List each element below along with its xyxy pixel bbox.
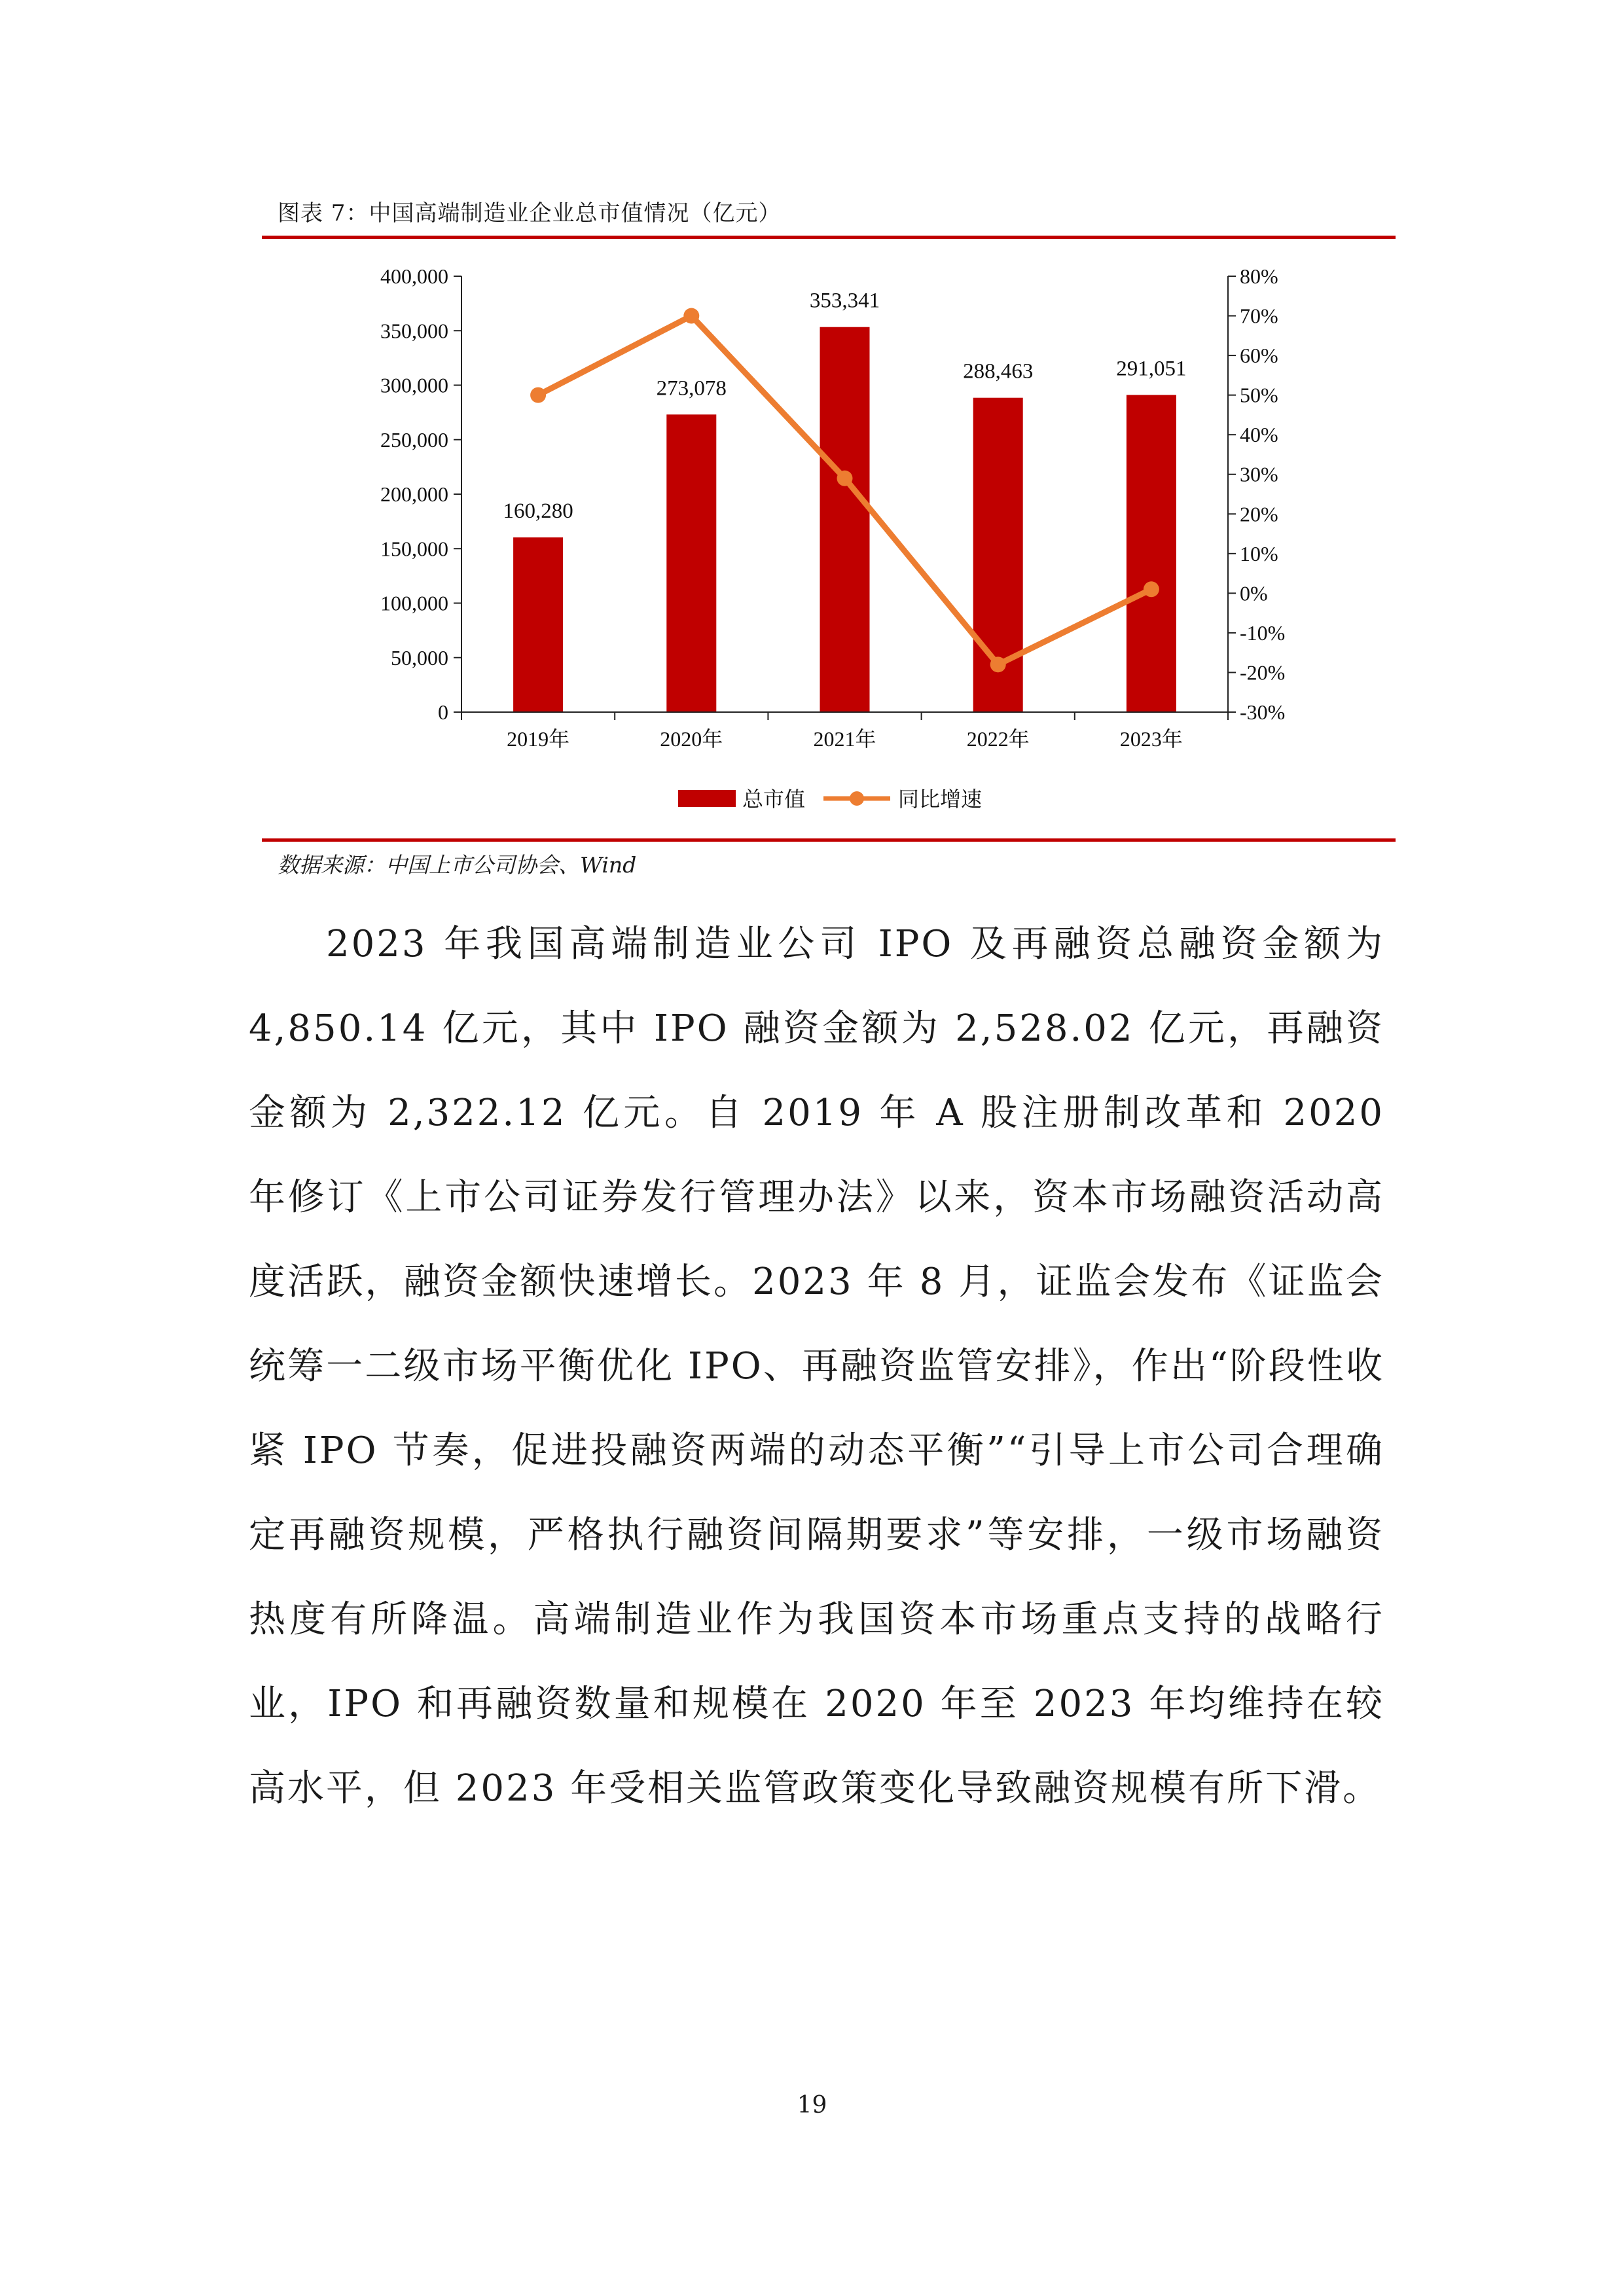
bar-data-label: 160,280 (503, 499, 573, 524)
bar-data-label: 288,463 (963, 359, 1034, 384)
growth-point (1144, 581, 1159, 597)
growth-point (530, 387, 546, 403)
y-left-tick-label: 50,000 (391, 645, 448, 670)
x-tick-label: 2021年 (813, 727, 876, 751)
y-right-tick-label: 0% (1240, 581, 1268, 605)
x-tick-label: 2019年 (507, 727, 570, 751)
x-tick-label: 2023年 (1119, 727, 1183, 751)
body-text (249, 902, 1384, 1831)
page-number: 19 (797, 2092, 827, 2119)
y-left-tick-label: 400,000 (380, 264, 448, 288)
data-source: 数据来源：中国上市公司协会、Wind (278, 852, 637, 878)
caption-rule (262, 236, 1396, 239)
figure-caption: 图表 7：中国高端制造业企业总市值情况（亿元） (278, 200, 782, 226)
x-tick-label: 2022年 (966, 727, 1030, 751)
bar (1127, 395, 1176, 712)
bar-data-label: 291,051 (1116, 357, 1187, 381)
y-left-tick-label: 350,000 (380, 319, 448, 343)
legend-bar-swatch (678, 790, 736, 807)
y-left-axis (380, 264, 461, 724)
y-left-tick-label: 0 (438, 700, 448, 724)
y-left-tick-label: 300,000 (380, 373, 448, 397)
source-rule (262, 838, 1396, 842)
y-right-tick-label: 40% (1240, 423, 1278, 447)
y-right-tick-label: 20% (1240, 502, 1278, 526)
growth-point (683, 308, 699, 324)
y-right-tick-label: -10% (1240, 620, 1286, 645)
bar-series (503, 289, 1186, 712)
y-right-tick-label: 80% (1240, 264, 1278, 288)
legend-line-marker (850, 791, 864, 806)
y-right-axis (1228, 264, 1285, 724)
y-left-tick-label: 150,000 (380, 537, 448, 561)
y-right-tick-label: -30% (1240, 700, 1286, 724)
y-right-tick-label: 10% (1240, 541, 1278, 565)
y-right-tick-label: 30% (1240, 462, 1278, 486)
legend-line-label: 同比增速 (898, 787, 983, 811)
x-tick-label: 2020年 (660, 727, 723, 751)
body-paragraph: 2023 年我国高端制造业公司 IPO 及再融资总融资金额为 4,850.14 亿元，其中 IPO 融资金额为 2,528.02 亿元，再融资金额为 2,322.12 亿元。自 2019 年 A 股注册制改革和 2020 年修订《上市公司证券发行管理办法》以来，资本市场融资活动高度活跃，融资金额快速增长。2023 年 8 月，证监会发布《证监会统筹一二级市场平衡优化 IPO、再融资监管安排》，作出“阶段性收紧 IPO 节奏，促进投融资两端的动态平衡”“引导上市公司合理确定再融资规模，严格执行融资间隔期要求”等安排，一级市场融资热度有所降温。高端制造业作为我国资本市场重点支持的战略行业，IPO 和再融资数量和规模在 2020 年至 2023 年均维持在较高水平，但 2023 年受相关监管政策变化导致融资规模有所下滑。 (249, 923, 1384, 1810)
y-left-tick-label: 100,000 (380, 591, 448, 615)
bar (666, 414, 716, 712)
legend-bar-label: 总市值 (742, 787, 806, 811)
y-right-tick-label: 70% (1240, 304, 1278, 328)
growth-point (990, 656, 1006, 672)
chart-legend (678, 787, 982, 811)
market-cap-chart (262, 242, 1396, 838)
growth-point (837, 471, 853, 486)
x-axis (461, 712, 1228, 751)
y-left-tick-label: 250,000 (380, 427, 448, 452)
y-left-tick-label: 200,000 (380, 482, 448, 506)
bar (820, 327, 870, 712)
y-right-tick-label: 50% (1240, 383, 1278, 407)
bar-data-label: 353,341 (809, 289, 880, 313)
y-right-tick-label: -20% (1240, 660, 1286, 685)
bar-data-label: 273,078 (656, 376, 727, 401)
y-right-tick-label: 60% (1240, 344, 1278, 368)
bar (513, 537, 563, 712)
